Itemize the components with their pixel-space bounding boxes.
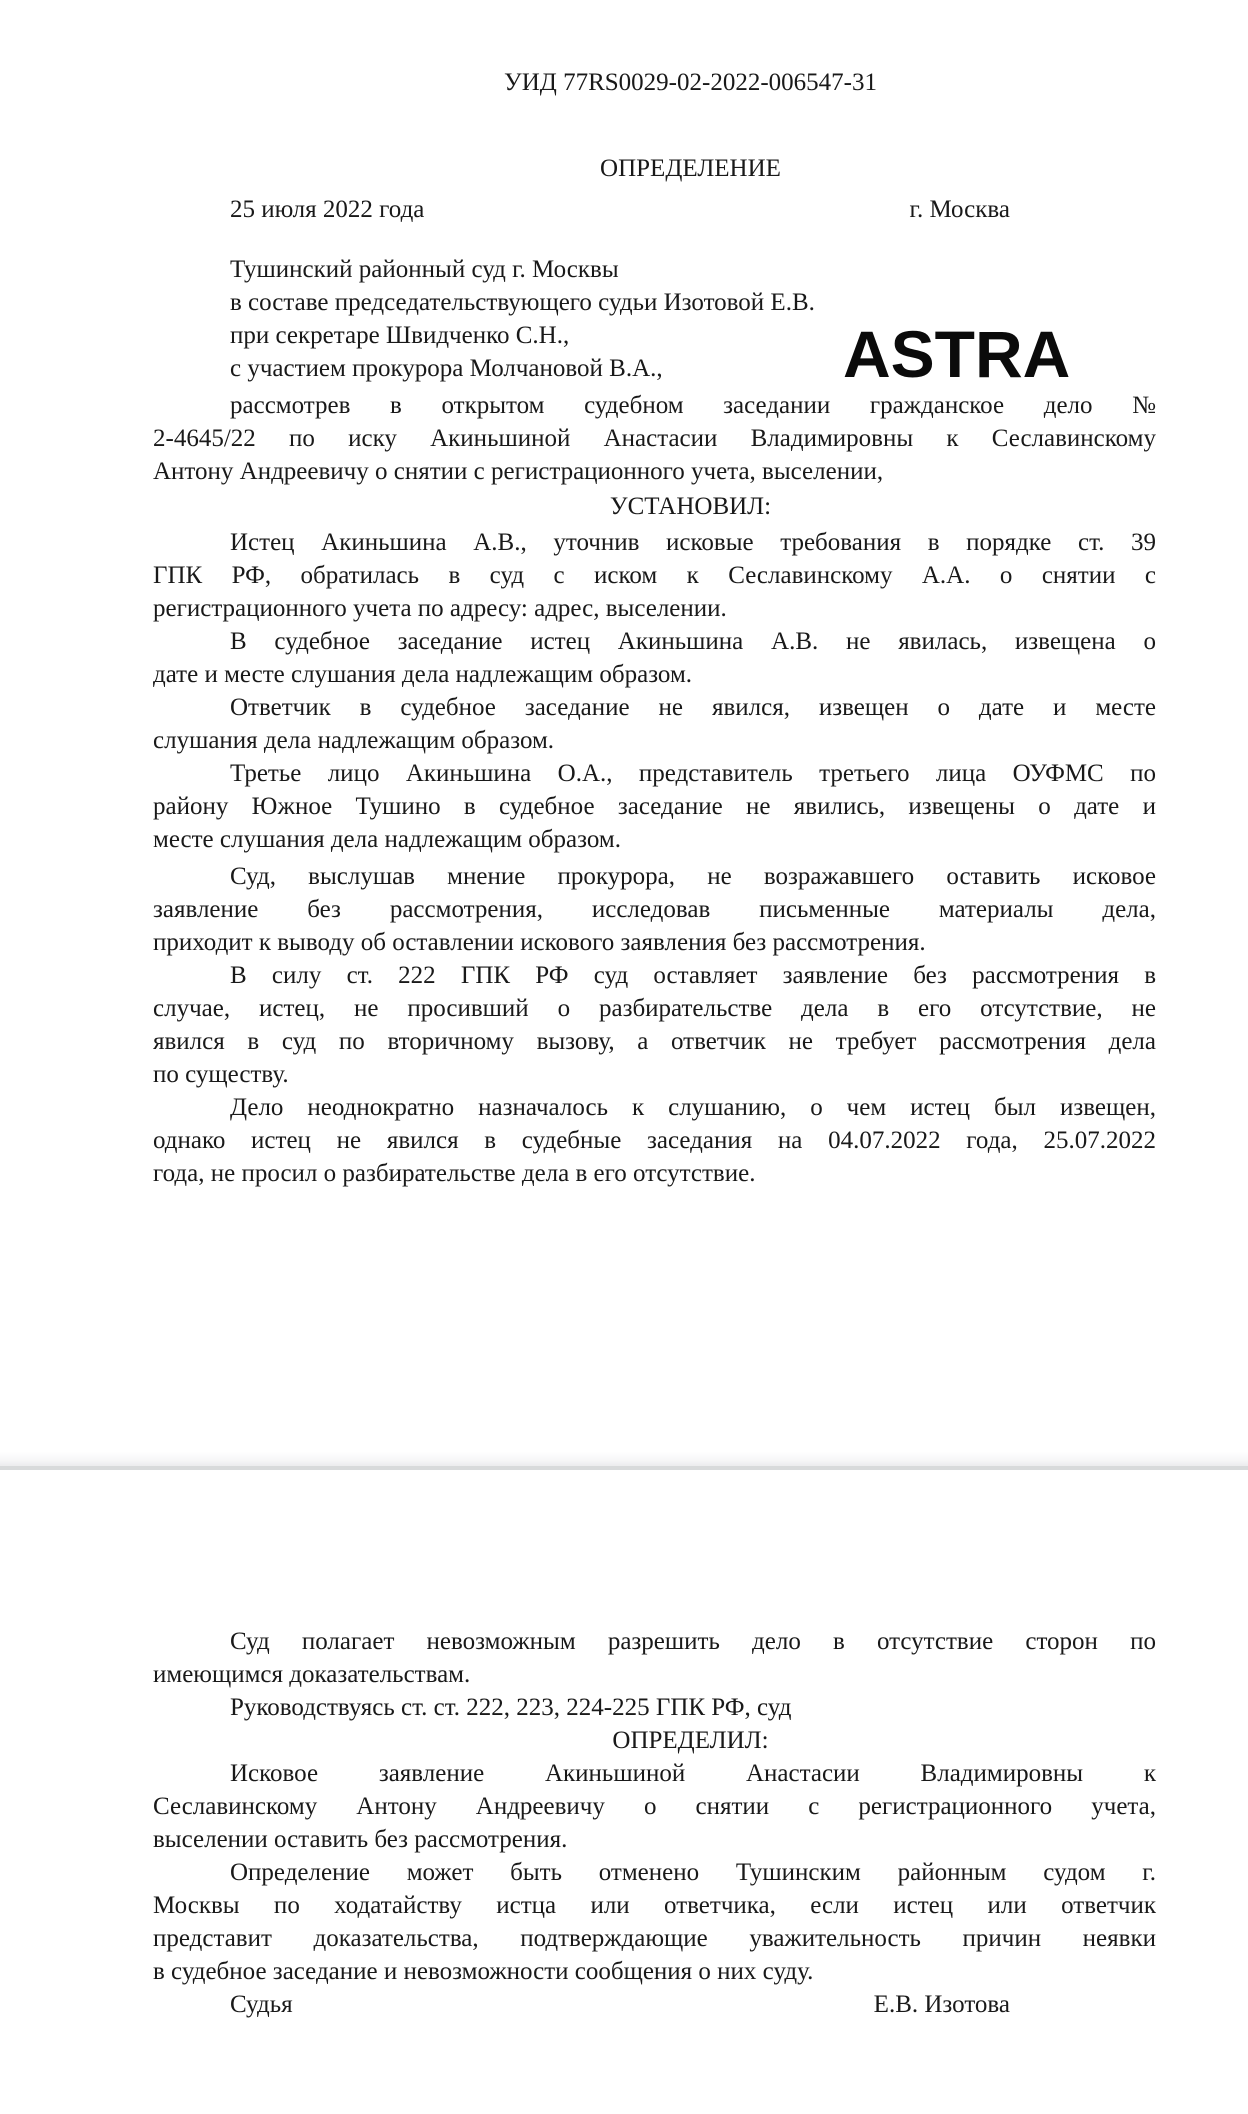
third-party-paragraph [153,757,1156,856]
ustanovil-heading: УСТАНОВИЛ: [609,493,772,520]
text-line: ГПК РФ, обратилась в суд с иском к Сеславинскому А.А. о снятии с [153,562,1156,589]
impossible-to-resolve-paragraph [153,1625,1156,1691]
text-line: Истец Акиньшина А.В., уточнив исковые требования в порядке ст. 39 [230,529,1156,556]
cancellation-条-paragraph [153,1856,1156,1988]
text-line: приходит к выводу об оставлении искового заявления без рассмотрения. [153,929,926,956]
text-line: года, не просил о разбирательстве дела в его отсутствие. [153,1160,756,1187]
plaintiff-absence-paragraph [153,625,1156,691]
text-line: В судебное заседание истец Акиньшина А.В. не явилась, извещена о [230,628,1156,655]
text-line: в судебное заседание и невозможности сообщения о них суду. [153,1958,814,1985]
text-line: дате и месте слушания дела надлежащим образом. [153,661,693,688]
date-place-row-left: 25 июля 2022 года [230,196,425,223]
text-line: Определение может быть отменено Тушинским районным судом г. [230,1859,1156,1886]
ruling-paragraph [153,1757,1156,1856]
plaintiff-claim-paragraph [153,526,1156,625]
text-line: явился в суд по вторичному вызову, а ответчик не требует рассмотрения дела [153,1028,1156,1055]
hearings-missed-paragraph [153,1091,1156,1190]
page-bottom-shadow [0,1452,1248,1466]
text-line: с участием прокурора Молчановой В.А., [230,355,663,382]
judge-signature-row-right: Е.В. Изотова [873,1991,1010,2018]
text-line: случае, истец, не просивший о разбирательстве дела в его отсутствие, не [153,995,1156,1022]
text-line: Третье лицо Акиньшина О.А., представитель третьего лица ОУФМС по [230,760,1156,787]
astra-watermark: ASTRA [843,317,1071,391]
text-line: Суд, выслушав мнение прокурора, не возражавшего оставить исковое [230,863,1156,890]
text-line: по существу. [153,1061,289,1088]
document-title: ОПРЕДЕЛЕНИЕ [600,155,781,182]
judge-signature-row [153,1988,1156,2021]
text-line: слушания дела надлежащим образом. [153,727,555,754]
text-line: Тушинский районный суд г. Москвы [230,256,619,283]
text-line: однако истец не явился в судебные заседания на 04.07.2022 года, 25.07.2022 [153,1127,1156,1154]
text-line: Суд полагает невозможным разрешить дело в отсутствие сторон по [230,1628,1156,1655]
text-line: 2-4645/22 по иску Акиньшиной Анастасии Владимировны к Сеславинскому [153,425,1156,452]
text-line: месте слушания дела надлежащим образом. [153,826,621,853]
case-intro-paragraph [153,389,1156,488]
text-line: Москвы по ходатайству истца или ответчика, если истец или ответчик [153,1892,1156,1919]
text-line: рассмотрев в открытом судебном заседании гражданское дело № [230,392,1156,419]
text-line: при секретаре Швидченко С.Н., [230,322,570,349]
text-line: В силу ст. 222 ГПК РФ суд оставляет заявление без рассмотрения в [230,962,1156,989]
text-line: в составе председательствующего судьи Изотовой Е.В. [230,289,815,316]
text-line: имеющимся доказательствам. [153,1661,471,1688]
article-222-paragraph [153,959,1156,1091]
page-1 [0,66,1248,1452]
text-line: представит доказательства, подтверждающие уважительность причин неявки [153,1925,1156,1952]
text-line: Антону Андреевичу о снятии с регистрационного учета, выселении, [153,458,884,485]
defendant-absence-paragraph [153,691,1156,757]
page-divider [0,1452,1248,1470]
date-place-row-right: г. Москва [909,196,1010,223]
court-conclusion-paragraph [153,860,1156,959]
guided-by-articles-line [153,1691,1156,1724]
text-line: выселении оставить без рассмотрения. [153,1826,568,1853]
page-2 [0,1470,1248,2114]
text-line: Руководствуясь ст. ст. 222, 223, 224-225 ГПК РФ, суд [230,1694,792,1721]
text-line: Ответчик в судебное заседание не явился, извещен о дате и месте [230,694,1156,721]
text-line: регистрационного учета по адресу: адрес, выселении. [153,595,727,622]
opredelil-heading: ОПРЕДЕЛИЛ: [612,1727,769,1754]
uid-number: УИД 77RS0029-02-2022-006547-31 [504,69,877,96]
judge-signature-row-left: Судья [230,1991,293,2018]
text-line: Сеславинскому Антону Андреевичу о снятии с регистрационного учета, [153,1793,1156,1820]
text-line: Исковое заявление Акиньшиной Анастасии Владимировны к [230,1760,1156,1787]
text-line: району Южное Тушино в судебное заседание не явились, извещены о дате и [153,793,1156,820]
date-place-row [153,193,1156,226]
court-document-scan [0,66,1248,2114]
text-line: Дело неоднократно назначалось к слушанию, о чем истец был извещен, [230,1094,1156,1121]
text-line: заявление без рассмотрения, исследовав письменные материалы дела, [153,896,1156,923]
